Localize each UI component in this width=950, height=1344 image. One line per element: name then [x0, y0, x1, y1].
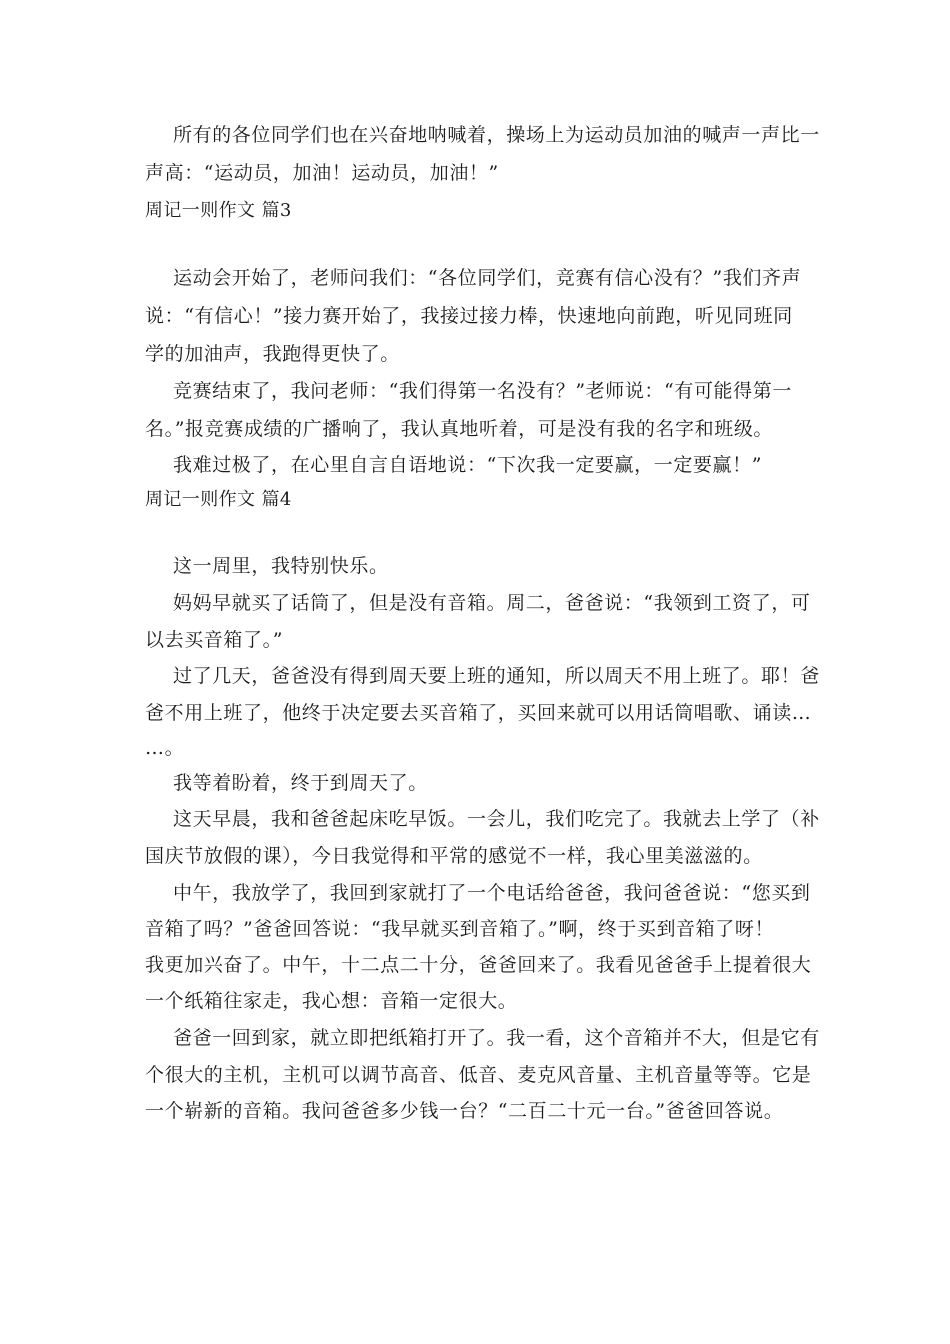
- text-line: 妈妈早就买了话筒了，但是没有音箱。周二，爸爸说：“我领到工资了，可: [173, 592, 811, 614]
- text-line: 过了几天，爸爸没有得到周天要上班的通知，所以周天不用上班了。耶！爸: [173, 665, 820, 687]
- text-line: 一个纸箱往家走，我心想：音箱一定很大。: [145, 990, 518, 1012]
- text-line: 爸爸一回到家，就立即把纸箱打开了。我一看，这个音箱并不大，但是它有: [173, 1027, 820, 1049]
- text-line: 名。”报竞赛成绩的广播响了，我认真地听着，可是没有我的名字和班级。: [145, 418, 774, 440]
- section-heading: 周记一则作文 篇3: [145, 200, 292, 221]
- text-line: 我难过极了，在心里自言自语地说：“下次我一定要赢，一定要赢！”: [173, 454, 763, 476]
- text-line: 这一周里，我特别快乐。: [173, 555, 389, 577]
- text-line: 以去买音箱了。”: [145, 629, 284, 651]
- text-line: 音箱了吗？”爸爸回答说：“我早就买到音箱了。”啊，终于买到音箱了呀！: [145, 918, 775, 940]
- text-line: 这天早晨，我和爸爸起床吃早饭。一会儿，我们吃完了。我就去上学了（补: [173, 808, 820, 830]
- text-line: 学的加油声，我跑得更快了。: [145, 343, 400, 365]
- text-line: 中午，我放学了，我回到家就打了一个电话给爸爸，我问爸爸说：“您买到: [173, 882, 811, 904]
- text-line: …。: [145, 737, 185, 759]
- text-line: 说：“有信心！”接力赛开始了，我接过接力棒，快速地向前跑，听见同班同: [145, 305, 793, 327]
- text-line: 我更加兴奋了。中午，十二点二十分，爸爸回来了。我看见爸爸手上提着很大: [145, 954, 812, 976]
- text-line: 竞赛结束了，我问老师：“我们得第一名没有？”老师说：“有可能得第一: [173, 380, 792, 402]
- text-line: 声高：“运动员，加油！运动员，加油！”: [145, 162, 499, 184]
- text-line: 爸不用上班了，他终于决定要去买音箱了，买回来就可以用话筒唱歌、诵读…: [145, 702, 812, 724]
- text-line: 运动会开始了，老师问我们：“各位同学们，竞赛有信心没有？”我们齐声: [173, 267, 802, 289]
- text-line: 一个崭新的音箱。我问爸爸多少钱一台？“二百二十元一台。”爸爸回答说。: [145, 1100, 784, 1122]
- text-line: 国庆节放假的课），今日我觉得和平常的感觉不一样，我心里美滋滋的。: [145, 845, 763, 867]
- section-heading: 周记一则作文 篇4: [145, 489, 292, 510]
- text-line: 个很大的主机，主机可以调节高音、低音、麦克风音量、主机音量等等。它是: [145, 1064, 812, 1086]
- text-line: 所有的各位同学们也在兴奋地呐喊着，操场上为运动员加油的喊声一声比一: [173, 124, 820, 146]
- text-line: 我等着盼着，终于到周天了。: [173, 772, 428, 794]
